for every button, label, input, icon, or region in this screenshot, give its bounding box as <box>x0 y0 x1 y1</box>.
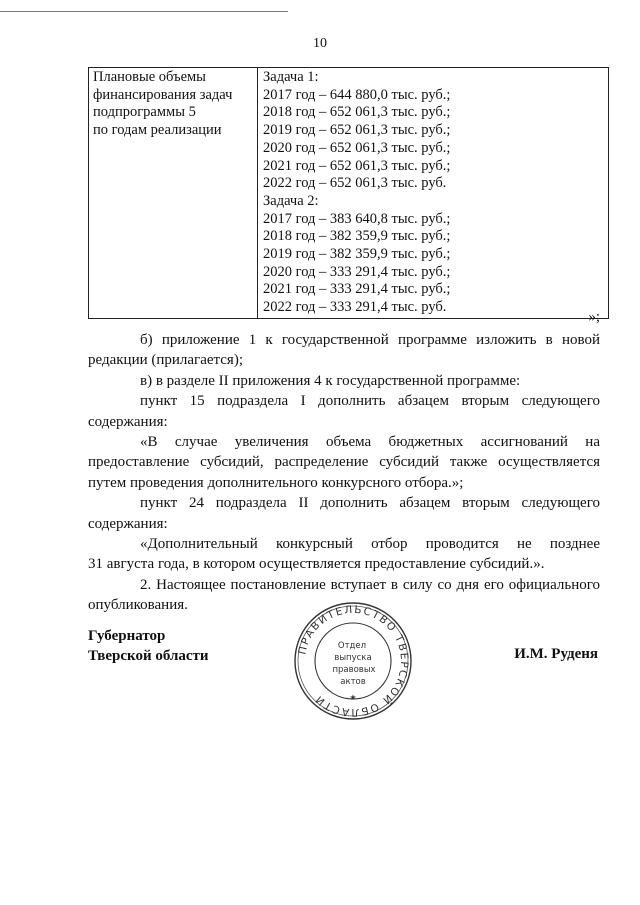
signature-title <box>88 626 209 666</box>
value-line: 2017 год – 644 880,0 тыс. руб.; <box>263 86 451 103</box>
label-line: подпрограммы 5 <box>93 104 196 121</box>
seal-center-line: правовых <box>332 665 376 675</box>
value-line: 2020 год – 333 291,4 тыс. руб.; <box>263 263 451 280</box>
task-2-heading: Задача 2: <box>263 192 319 209</box>
funding-label-cell <box>89 68 258 319</box>
table-row <box>89 68 609 319</box>
value-line: 2022 год – 333 291,4 тыс. руб. <box>263 299 447 316</box>
value-line: 2021 год – 652 061,3 тыс. руб.; <box>263 157 451 174</box>
seal-star-icon: ★ <box>349 693 357 702</box>
paragraph-v: в) в разделе II приложения 4 к государственной программе: <box>140 372 521 389</box>
value-line: 2017 год – 383 640,8 тыс. руб.; <box>263 210 451 227</box>
seal-ring-text: ПРАВИТЕЛЬСТВО ТВЕРСКОЙ ОБЛАСТИ <box>296 603 411 719</box>
funding-values-cell <box>258 68 609 319</box>
paragraph-quote-2-line-2: 31 августа года, в котором осуществляется предоставление субсидий.». <box>88 556 545 573</box>
paragraph-quote-1: «В случае увеличения объема бюджетных ассигнований на предоставление субсидий, распределение субсидий также осуществляется путем проведения дополнительного конкурсного отбора.»; <box>88 434 600 491</box>
header-rule <box>0 11 288 12</box>
closing-quote: »; <box>588 309 600 325</box>
value-line: 2021 год – 333 291,4 тыс. руб.; <box>263 281 451 298</box>
paragraph-b: б) приложение 1 к государственной программе изложить в новой редакции (прилагается); <box>88 332 600 369</box>
funding-table <box>88 67 609 319</box>
signature-title-line: Губернатор <box>88 628 166 644</box>
seal-center-line: актов <box>340 677 366 687</box>
value-line: 2019 год – 652 061,3 тыс. руб.; <box>263 122 451 139</box>
value-line: 2022 год – 652 061,3 тыс. руб. <box>263 175 447 192</box>
page-number: 10 <box>313 36 327 51</box>
task-1-heading: Задача 1: <box>263 69 319 85</box>
signature-title-line: Тверской области <box>88 648 209 664</box>
paragraph-item-24: пункт 24 подраздела II дополнить абзацем вторым следующего содержания: <box>88 495 600 532</box>
label-line: финансирования задач <box>93 86 233 103</box>
label-line: Плановые объемы <box>93 69 206 85</box>
seal-center-line: Отдел <box>337 641 367 651</box>
signature-name: И.М. Руденя <box>514 646 598 662</box>
value-line: 2018 год – 652 061,3 тыс. руб.; <box>263 104 451 121</box>
seal-center-line: выпуска <box>334 653 372 663</box>
label-line: по годам реализации <box>93 122 222 139</box>
value-line: 2019 год – 382 359,9 тыс. руб.; <box>263 246 451 263</box>
paragraph-quote-2-line-1: «Дополнительный конкурсный отбор проводится не позднее <box>140 536 600 553</box>
value-line: 2018 год – 382 359,9 тыс. руб.; <box>263 228 451 245</box>
paragraph-item-15: пункт 15 подраздела I дополнить абзацем вторым следующего содержания: <box>88 393 600 430</box>
document-body <box>88 330 600 616</box>
official-seal <box>292 600 414 722</box>
paragraph-2: 2. Настоящее постановление вступает в силу со дня его официального опубликования. <box>88 576 600 614</box>
value-line: 2020 год – 652 061,3 тыс. руб.; <box>263 139 451 156</box>
